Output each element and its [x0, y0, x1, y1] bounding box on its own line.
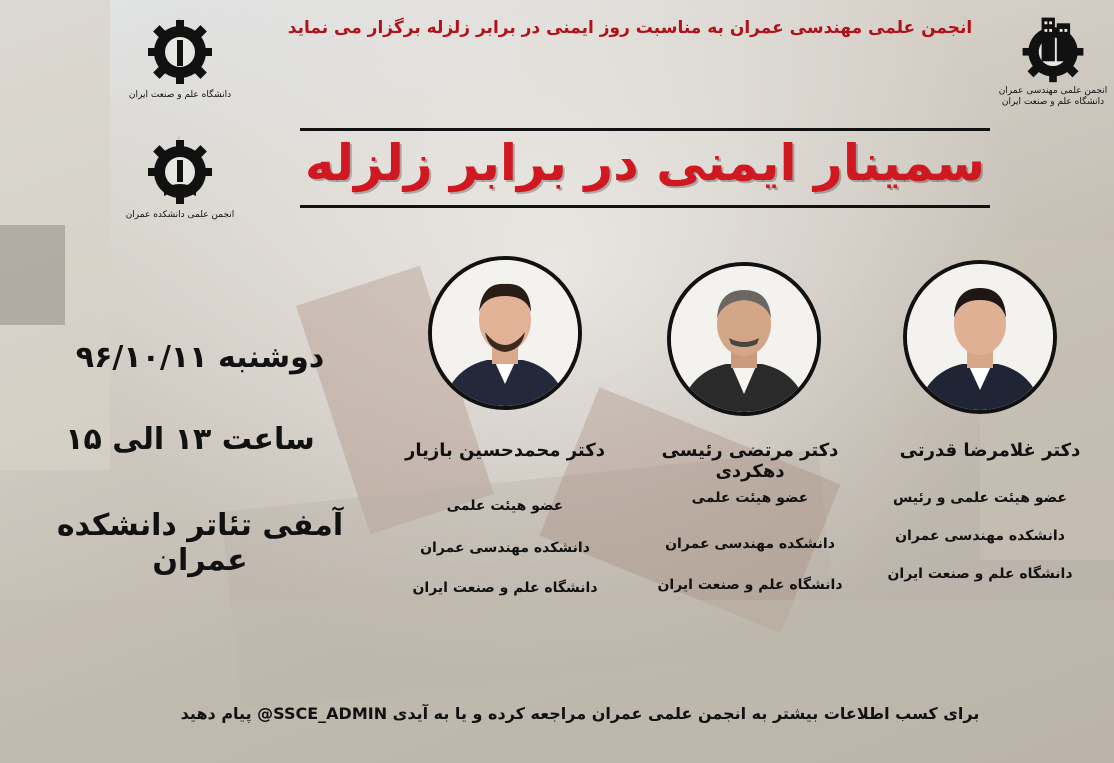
- civil-association-logo: [120, 130, 240, 221]
- speaker-photo-2: [667, 262, 821, 416]
- title-rule-top: [300, 128, 990, 131]
- gear-book-icon: [140, 130, 220, 210]
- speaker-faculty-3: دانشکده مهندسی عمران: [895, 528, 1065, 544]
- portrait-icon: [907, 264, 1053, 410]
- speaker-faculty-2: دانشکده مهندسی عمران: [665, 536, 835, 552]
- speaker-university-1: دانشگاه علم و صنعت ایران: [412, 580, 598, 596]
- ssce-logo-caption-1: انجمن علمی مهندسی عمران: [998, 86, 1108, 96]
- speaker-title-2: عضو هیئت علمی: [691, 490, 809, 506]
- speaker-name-3: دکتر غلامرضا قدرتی: [899, 440, 1081, 461]
- university-logo: [120, 10, 240, 101]
- event-time: ساعت ۱۳ الی ۱۵: [65, 422, 315, 457]
- portrait-icon: [432, 260, 578, 406]
- speaker-name-2: دکتر مرتضی رئیسی دهکردی: [661, 440, 839, 482]
- speaker-photo-3: [903, 260, 1057, 414]
- speaker-university-3: دانشگاه علم و صنعت ایران: [887, 566, 1073, 582]
- page-title: سمینار ایمنی در برابر زلزله: [304, 134, 986, 192]
- ssce-building-icon: [1015, 10, 1091, 86]
- event-date: دوشنبه ۹۶/۱۰/۱۱: [75, 340, 325, 375]
- gear-torch-icon: [140, 10, 220, 90]
- speaker-title-3: عضو هیئت علمی و رئیس: [893, 490, 1067, 506]
- contact-footer: برای کسب اطلاعات بیشتر به انجمن علمی عمران مراجعه کرده و یا به آیدی SSCE_ADMIN@ پیام دهید: [180, 704, 980, 723]
- civil-association-logo-caption: انجمن علمی دانشکده عمران: [125, 210, 235, 220]
- title-rule-bottom: [300, 205, 990, 208]
- ssce-logo-caption-2: دانشگاه علم و صنعت ایران: [1001, 97, 1105, 107]
- portrait-icon: [671, 266, 817, 412]
- university-logo-caption: دانشگاه علم و صنعت ایران: [128, 90, 232, 100]
- ssce-logo: [998, 10, 1108, 108]
- speaker-university-2: دانشگاه علم و صنعت ایران: [657, 577, 843, 593]
- speaker-faculty-1: دانشکده مهندسی عمران: [420, 540, 590, 556]
- organizer-banner: انجمن علمی مهندسی عمران به مناسبت روز ایمنی در برابر زلزله برگزار می نماید: [287, 18, 973, 38]
- speaker-photo-1: [428, 256, 582, 410]
- speaker-title-1: عضو هیئت علمی: [446, 498, 564, 514]
- speaker-name-1: دکتر محمدحسین بازیار: [405, 440, 605, 461]
- event-venue: آمفی تئاتر دانشکده عمران: [56, 508, 344, 578]
- title-block: [300, 128, 990, 208]
